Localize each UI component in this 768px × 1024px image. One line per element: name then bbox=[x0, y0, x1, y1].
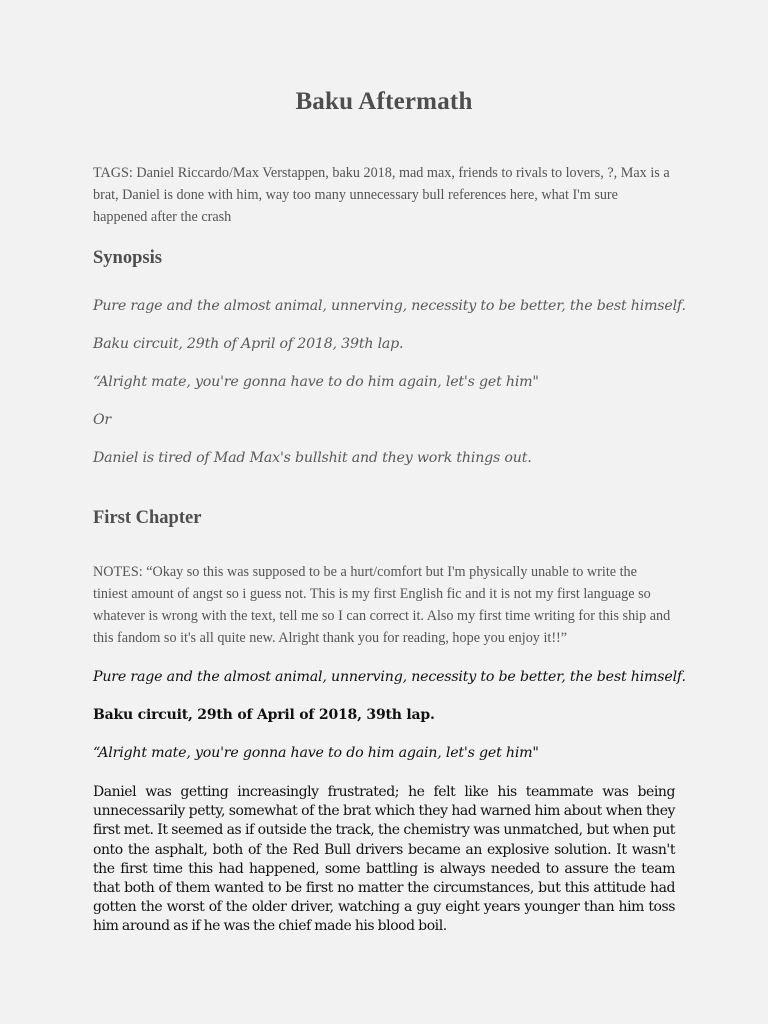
synopsis-line: Daniel is tired of Mad Max's bullshit and they work things out. bbox=[93, 450, 532, 466]
chapter-paragraph: Daniel was getting increasingly frustrated; he felt like his teammate was being unnecessarily petty, somewhat of the brat which they had warned him about when they first met. It seemed as if outside the track, the chemistry was unmatched, but when put onto the asphalt, both of the Red Bull drivers became an explosive solution. It wasn't the first time this had happened, some battling is always needed to assure the team that both of them wanted to be first no matter the circumstances, but this attitude had gotten the worst of the older driver, watching a guy eight years younger than him toss him around as if he was the chief made his blood boil. bbox=[93, 784, 675, 935]
synopsis-line: Or bbox=[93, 412, 112, 428]
synopsis-heading: Synopsis bbox=[93, 248, 162, 268]
document-title: Baku Aftermath bbox=[295, 88, 473, 115]
synopsis-line: Pure rage and the almost animal, unnerving, necessity to be better, the best himself. bbox=[93, 298, 686, 314]
notes-label: NOTES bbox=[93, 564, 139, 580]
tags-text: : Daniel Riccardo/Max Verstappen, baku 2018, mad max, friends to rivals to lovers, ?, Max is a brat, Daniel is done with him, way too many unnecessary bull references here, what I'm sure happened after the crash bbox=[93, 165, 670, 225]
notes-section bbox=[93, 561, 675, 649]
synopsis-line: Baku circuit, 29th of April of 2018, 39th lap. bbox=[93, 336, 404, 352]
radio-line: “Alright mate, you're gonna have to do him again, let's get him" bbox=[93, 745, 539, 761]
tags-label: TAGS bbox=[93, 165, 129, 181]
opening-line: Pure rage and the almost animal, unnerving, necessity to be better, the best himself. bbox=[93, 669, 686, 685]
chapter-heading: First Chapter bbox=[93, 508, 202, 528]
location-line: Baku circuit, 29th of April of 2018, 39th lap. bbox=[93, 707, 435, 723]
synopsis-line: “Alright mate, you're gonna have to do him again, let's get him" bbox=[93, 374, 539, 390]
tags-section bbox=[93, 162, 675, 228]
notes-text: : “Okay so this was supposed to be a hurt/comfort but I'm physically unable to write the tiniest amount of angst so i guess not. This is my first English fic and it is not my first language so whatever is wrong with the text, tell me so I can correct it. Also my first time writing for this ship and this fandom so it's all quite new. Alright thank you for reading, hope you enjoy it!!” bbox=[93, 564, 671, 646]
